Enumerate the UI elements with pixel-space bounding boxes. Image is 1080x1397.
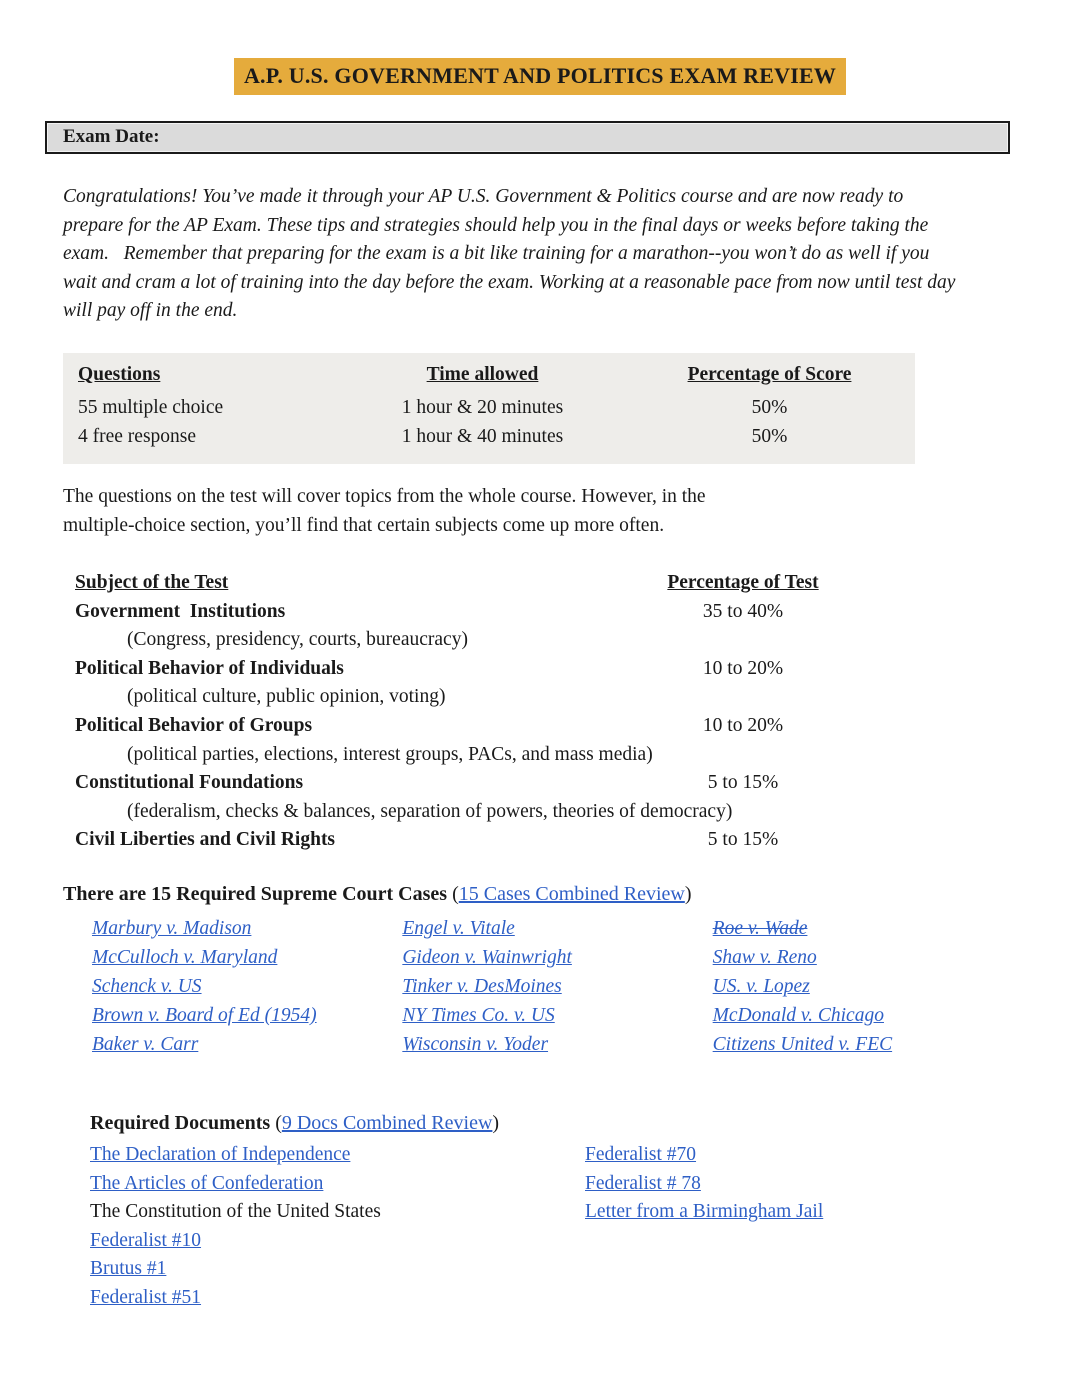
subject-percentage: 5 to 15% [707, 829, 779, 851]
documents-columns [90, 1141, 1020, 1313]
doc-link-federalist-70[interactable]: Federalist #70 [585, 1144, 697, 1165]
table-row [63, 423, 915, 452]
subject-percentage: 10 to 20% [702, 657, 784, 679]
cases-grid [63, 914, 1023, 1059]
subjects-header-right: Percentage of Test [667, 572, 819, 593]
case-link-tinker-v-desmoines[interactable]: Tinker v. DesMoines [402, 976, 562, 997]
table-header-time-allowed: Time allowed [426, 364, 539, 385]
table-header-percentage-of-score: Percentage of Score [687, 364, 852, 385]
exam-date-label: Exam Date: [63, 126, 160, 147]
case-link-mcdonald-v-chicago[interactable]: McDonald v. Chicago [712, 1005, 884, 1026]
cases-column-3 [713, 914, 1023, 1059]
subject-percentage: 35 to 40% [702, 600, 784, 622]
table-cell: 1 hour & 40 minutes [401, 425, 564, 447]
doc-link-federalist-10[interactable]: Federalist #10 [90, 1229, 202, 1251]
body-paragraph-line: multiple-choice section, you’ll find that certain subjects come up more often. [63, 515, 665, 536]
supreme-court-cases-section [63, 881, 1023, 1059]
table-cell: 4 free response [78, 425, 197, 447]
subject-row [63, 712, 863, 741]
subject-row [63, 598, 863, 627]
documents-column-left [90, 1141, 585, 1313]
subject-detail: (federalism, checks & balances, separation of powers, theories of democracy) [127, 800, 733, 822]
table-cell: 55 multiple choice [78, 397, 224, 418]
table-cell: 1 hour & 20 minutes [401, 397, 564, 418]
cases-column-2 [402, 914, 712, 1059]
documents-heading [90, 1110, 1020, 1136]
case-link-wisconsin-v-yoder[interactable]: Wisconsin v. Yoder [402, 1034, 549, 1055]
doc-text-constitution: The Constitution of the United States [90, 1201, 381, 1223]
title-row [0, 58, 1080, 95]
case-link-roe-v-wade[interactable]: Roe v. Wade [712, 918, 808, 939]
page-title: A.P. U.S. GOVERNMENT AND POLITICS EXAM REVIEW [234, 58, 846, 95]
subject-detail: (political culture, public opinion, voting) [127, 686, 446, 708]
case-link-ny-times-co-v-us[interactable]: NY Times Co. v. US [402, 1005, 555, 1026]
case-link-mcculloch-v-maryland[interactable]: McCulloch v. Maryland [92, 947, 278, 968]
case-link-marbury-v-madison[interactable]: Marbury v. Madison [92, 918, 252, 939]
subject-detail: (Congress, presidency, courts, bureaucracy) [127, 629, 468, 651]
doc-link-declaration-of-independence[interactable]: The Declaration of Independence [90, 1144, 351, 1165]
case-link-schenck-v-us[interactable]: Schenck v. US [92, 976, 202, 997]
intro-line: exam. Remember that preparing for the exam is a bit like training for a marathon--you won’t do as well if you [63, 243, 930, 265]
subject-detail: (political parties, elections, interest groups, PACs, and mass media) [127, 743, 653, 765]
documents-heading-text: Required Documents [90, 1112, 271, 1134]
subject-row [63, 769, 863, 798]
case-link-engel-v-vitale[interactable]: Engel v. Vitale [402, 918, 515, 939]
required-documents-section [90, 1110, 1020, 1313]
table-cell: 50% [751, 425, 788, 447]
doc-link-letter-from-birmingham-jail[interactable]: Letter from a Birmingham Jail [585, 1201, 824, 1223]
body-paragraph-line: The questions on the test will cover topics from the whole course. However, in the [63, 486, 706, 507]
cases-combined-review-link[interactable]: 15 Cases Combined Review [458, 883, 685, 905]
paren: ( [447, 883, 459, 905]
docs-combined-review-link[interactable]: 9 Docs Combined Review [281, 1112, 493, 1134]
case-link-brown-v-board-of-ed[interactable]: Brown v. Board of Ed (1954) [92, 1005, 317, 1026]
case-link-us-v-lopez[interactable]: US. v. Lopez [712, 976, 810, 997]
table-header-questions: Questions [78, 364, 161, 385]
case-link-shaw-v-reno[interactable]: Shaw v. Reno [712, 947, 817, 968]
subject-row [63, 655, 863, 684]
paren: ) [684, 883, 692, 905]
table-row [63, 394, 915, 423]
exam-format-table [63, 353, 915, 464]
case-link-gideon-v-wainwright[interactable]: Gideon v. Wainwright [402, 947, 572, 968]
subject-name: Political Behavior of Individuals [75, 657, 344, 679]
subjects-header-row [63, 569, 863, 598]
intro-line: will pay off in the end. [63, 300, 238, 322]
subject-name: Constitutional Foundations [75, 772, 304, 794]
subject-row [63, 826, 863, 855]
subject-percentage: 10 to 20% [702, 714, 784, 736]
subject-name: Government Institutions [75, 600, 286, 622]
cases-heading [63, 881, 1023, 907]
doc-link-brutus-1[interactable]: Brutus #1 [90, 1258, 167, 1280]
subject-name: Civil Liberties and Civil Rights [75, 829, 336, 851]
intro-line: wait and cram a lot of training into the day before the exam. Working at a reasonable pace from now until test day [63, 271, 956, 293]
intro-paragraph [63, 183, 1048, 326]
documents-column-right [585, 1141, 1020, 1313]
case-link-baker-v-carr[interactable]: Baker v. Carr [92, 1034, 199, 1055]
subjects-header-left: Subject of the Test [75, 572, 229, 593]
doc-link-federalist-78[interactable]: Federalist # 78 [585, 1172, 701, 1194]
paren: ) [492, 1112, 500, 1134]
table-header-row [63, 359, 915, 390]
intro-line: prepare for the AP Exam. These tips and strategies should help you in the final days or weeks before taking the [63, 214, 929, 236]
intro-line: Congratulations! You’ve made it through your AP U.S. Government & Politics course and are now ready to [63, 186, 904, 207]
case-link-citizens-united-v-fec[interactable]: Citizens United v. FEC [712, 1034, 893, 1055]
cases-heading-text: There are 15 Required Supreme Court Cases [63, 883, 448, 905]
paren: ( [270, 1112, 282, 1134]
table-cell: 50% [751, 397, 788, 418]
subject-name: Political Behavior of Groups [75, 714, 313, 736]
body-paragraph [63, 482, 963, 540]
cases-column-1 [92, 914, 402, 1059]
exam-date-box [45, 121, 1010, 154]
doc-link-articles-of-confederation[interactable]: The Articles of Confederation [90, 1172, 324, 1194]
doc-link-federalist-51[interactable]: Federalist #51 [90, 1286, 202, 1308]
subject-percentage: 5 to 15% [707, 772, 779, 794]
subjects-section [63, 569, 863, 855]
